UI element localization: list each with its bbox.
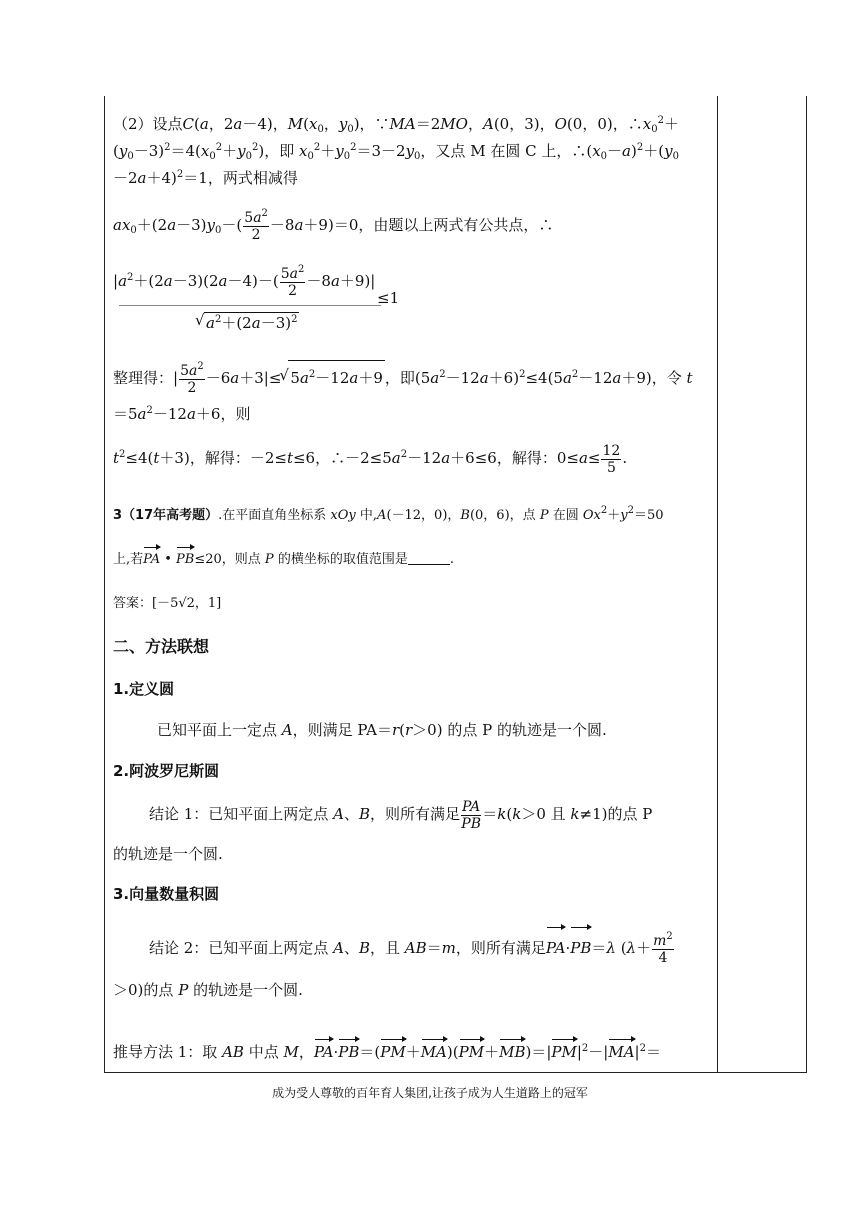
conclusion2-line2: ＞0)的点 P 的轨迹是一个圆. [113,981,303,999]
p2-ineq-le: ≤1 [377,289,400,307]
definition-text: 已知平面上一定点 A，则满足 PA＝r(r＞0) 的点 P 的轨迹是一个圆. [157,721,607,739]
conclusion2-line1: 结论 2：已知平面上两定点 A、B，且 AB＝m，则所有满足PA·PB＝λ (λ＋ $\frac{m^2}{4}$ [149,930,673,966]
p2-ineq-num: $|a^2+(2a-3)(2a-4)-$( $\frac{5a^2}{2}$ －8a＋9)| [113,263,376,299]
heading-vector-circle: 3.向量数量积圆 [113,885,220,903]
content-table [104,96,807,1073]
heading-definition-circle: 1.定义圆 [113,680,175,698]
p2-line2: $(y_0-3)^2=4(x_0^2+y_0^2)$，即 $x_0^2+y_0^2=3-2y_0$，又点 M 在圆 C 上，$\therefore(x_0-a)^2+(y_0$ [113,142,679,162]
section-title: 二、方法联想 [113,637,210,656]
p2-line4: $ax_0+(2a-3)y_0-$( $\frac{5a^2}{2}$ －8a＋9)＝0，由题以上两式有公共点，∴ [113,207,554,243]
conclusion1-line1: 结论 1：已知平面上两定点 A、B，则所有满足 $\frac{PA}{PB}$ ＝k(k＞0 且 k≠1)的点 P [149,798,653,832]
answer-blank [408,550,450,565]
p3-line1: 整理得：| $\frac{5a^2}{2}$ －6a＋3|≤√ $5a^2-12a+9$ ，即$(5a^2-12a+6)^2\le 4(5a^2-12a+9)$，令 t [113,360,693,396]
conclusion1-line2: 的轨迹是一个圆. [113,845,223,863]
heading-apollonius: 2.阿波罗尼斯圆 [113,762,220,780]
derivation-line: 推导方法 1：取 AB 中点 M，$PA\cdot PB=(PM+MA)(PM+MB)=|PM|^2-|MA|^2=$ [113,1043,661,1061]
p2-line1: （2）设点C(a，2a－4)，$M(x_0$，$y_0$)，∵MA＝2MO，A(0，3)，O(0，0)，$\therefore x_0^2+$ [113,115,679,135]
p3-line2: $=5a^2-12a+6$，则 [113,405,251,423]
column-divider [717,96,718,1072]
q3-line1: 3（17年高考题）.在平面直角坐标系 xOy 中,A(－12，0)，B(0，6)，点 P 在圆 $Ox^2+y^2=50$ [113,505,664,523]
q3-line2: 上,若PA • PB≤20，则点 P 的横坐标的取值范围是 . [113,550,454,570]
p2-ineq-den: √ $a^2+(2a-3)^2$ [197,312,299,333]
fraction-bar [119,305,381,306]
p3-line3: $t^2\le 4(t+3)$，解得：－2≤t≤6，$\therefore-2\le 5a^2-12a+6\le 6$，解得：0≤a≤ $\frac{12}{5}$ . [113,442,628,476]
page-footer: 成为受人尊敬的百年育人集团,让孩子成为人生道路上的冠军 [272,1086,588,1100]
q3-answer: 答案：[－5√2，1] [113,596,222,611]
p2-line3: －2a＋4)$^2$＝1，两式相减得 [113,169,298,187]
